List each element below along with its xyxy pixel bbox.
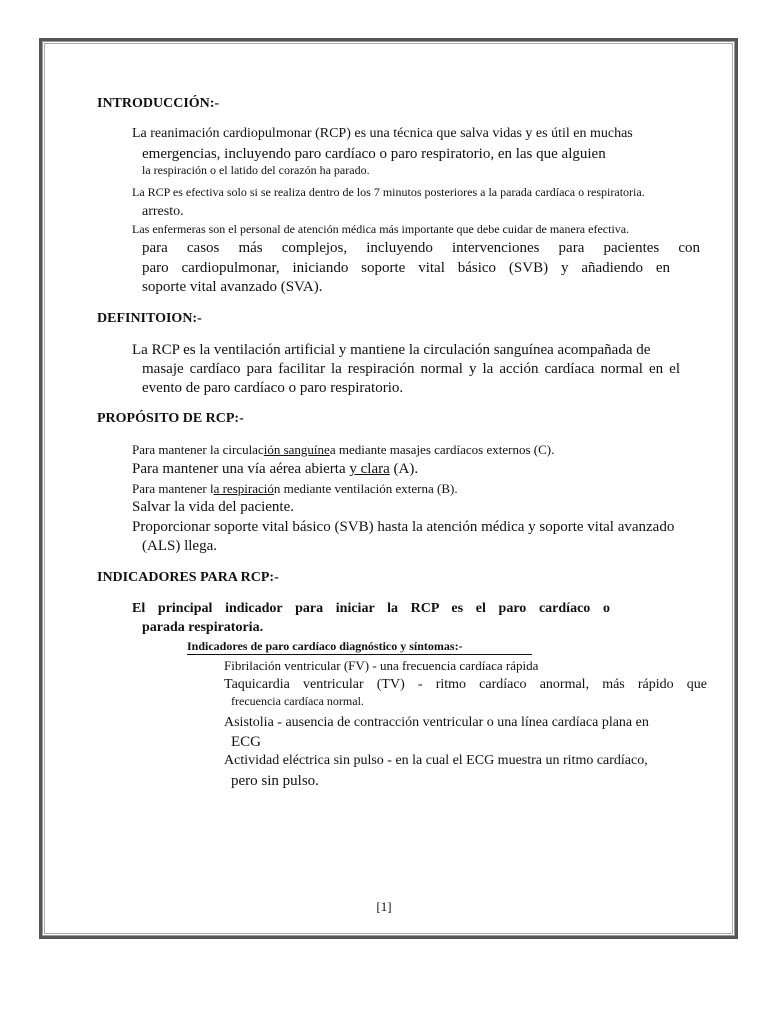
intro-p3-line3: paro cardiopulmonar, iniciando soporte vital básico (SVB) y añadiendo en bbox=[142, 260, 670, 276]
indicators-heading: INDICADORES PARA RCP:- bbox=[97, 570, 279, 585]
intro-p2-line1: La RCP es efectiva solo si se realiza dentro de los 7 minutos posteriores a la parada cardíaca o respiratoria. bbox=[132, 185, 645, 199]
indicator-sub-2-line1: Taquicardia ventricular (TV) - ritmo cardíaco anormal, más rápido que bbox=[224, 677, 707, 692]
indicator-sub-4-line1: Actividad eléctrica sin pulso - en la cual el ECG muestra un ritmo cardíaco, bbox=[224, 753, 648, 768]
intro-p1-line3: la respiración o el latido del corazón ha parado. bbox=[142, 163, 370, 177]
intro-p1-line2: emergencias, incluyendo paro cardíaco o paro respiratorio, en las que alguien bbox=[142, 146, 606, 162]
indicators-main-line2: parada respiratoria. bbox=[142, 620, 264, 635]
indicator-sub-1: Fibrilación ventricular (FV) - una frecuencia cardíaca rápida bbox=[224, 658, 539, 673]
intro-p3-line1: Las enfermeras son el personal de atención médica más importante que debe cuidar de manera efectiva. bbox=[132, 222, 630, 236]
purpose-item-5-line2: (ALS) llega. bbox=[142, 538, 217, 554]
intro-p2-line2: arresto. bbox=[142, 204, 184, 219]
purpose-item-2: Para mantener una vía aérea abierta y clara (A). bbox=[132, 461, 419, 477]
indicators-main-line1: El principal indicador para iniciar la RCP es el paro cardíaco o bbox=[132, 601, 610, 616]
indicator-sub-2-line2: frecuencia cardíaca normal. bbox=[231, 694, 364, 708]
purpose-item-1: Para mantener la circulación sanguínea mediante masajes cardíacos externos (C). bbox=[132, 442, 555, 457]
purpose-item-3: Para mantener la respiración mediante ventilación externa (B). bbox=[132, 481, 458, 496]
definition-line2: masaje cardíaco para facilitar la respiración normal y la acción cardíaca normal en el bbox=[142, 361, 680, 377]
definition-heading: DEFINITOION:- bbox=[97, 311, 202, 326]
intro-p3-line2: para casos más complejos, incluyendo intervenciones para pacientes con bbox=[142, 240, 700, 256]
purpose-item-5-line1: Proporcionar soporte vital básico (SVB) hasta la atención médica y soporte vital avanzado bbox=[132, 519, 675, 535]
indicator-sub-4-line2: pero sin pulso. bbox=[231, 773, 319, 789]
purpose-heading: PROPÓSITO DE RCP:- bbox=[97, 411, 244, 426]
indicator-sub-3-line2: ECG bbox=[231, 734, 261, 750]
definition-line3: evento de paro cardíaco o paro respiratorio. bbox=[142, 380, 404, 396]
intro-heading: INTRODUCCIÓN:- bbox=[97, 96, 220, 111]
intro-p3-line4: soporte vital avanzado (SVA). bbox=[142, 279, 323, 295]
page-number: [1] bbox=[376, 899, 392, 914]
purpose-item-4: Salvar la vida del paciente. bbox=[132, 499, 295, 515]
indicators-subheading: Indicadores de paro cardíaco diagnóstico y síntomas:- bbox=[187, 639, 463, 653]
subheading-underline bbox=[187, 654, 532, 655]
intro-p1-line1: La reanimación cardiopulmonar (RCP) es una técnica que salva vidas y es útil en muchas bbox=[132, 126, 633, 141]
indicator-sub-3-line1: Asistolia - ausencia de contracción ventricular o una línea cardíaca plana en bbox=[224, 715, 649, 730]
definition-line1: La RCP es la ventilación artificial y mantiene la circulación sanguínea acompañada de bbox=[132, 342, 651, 358]
